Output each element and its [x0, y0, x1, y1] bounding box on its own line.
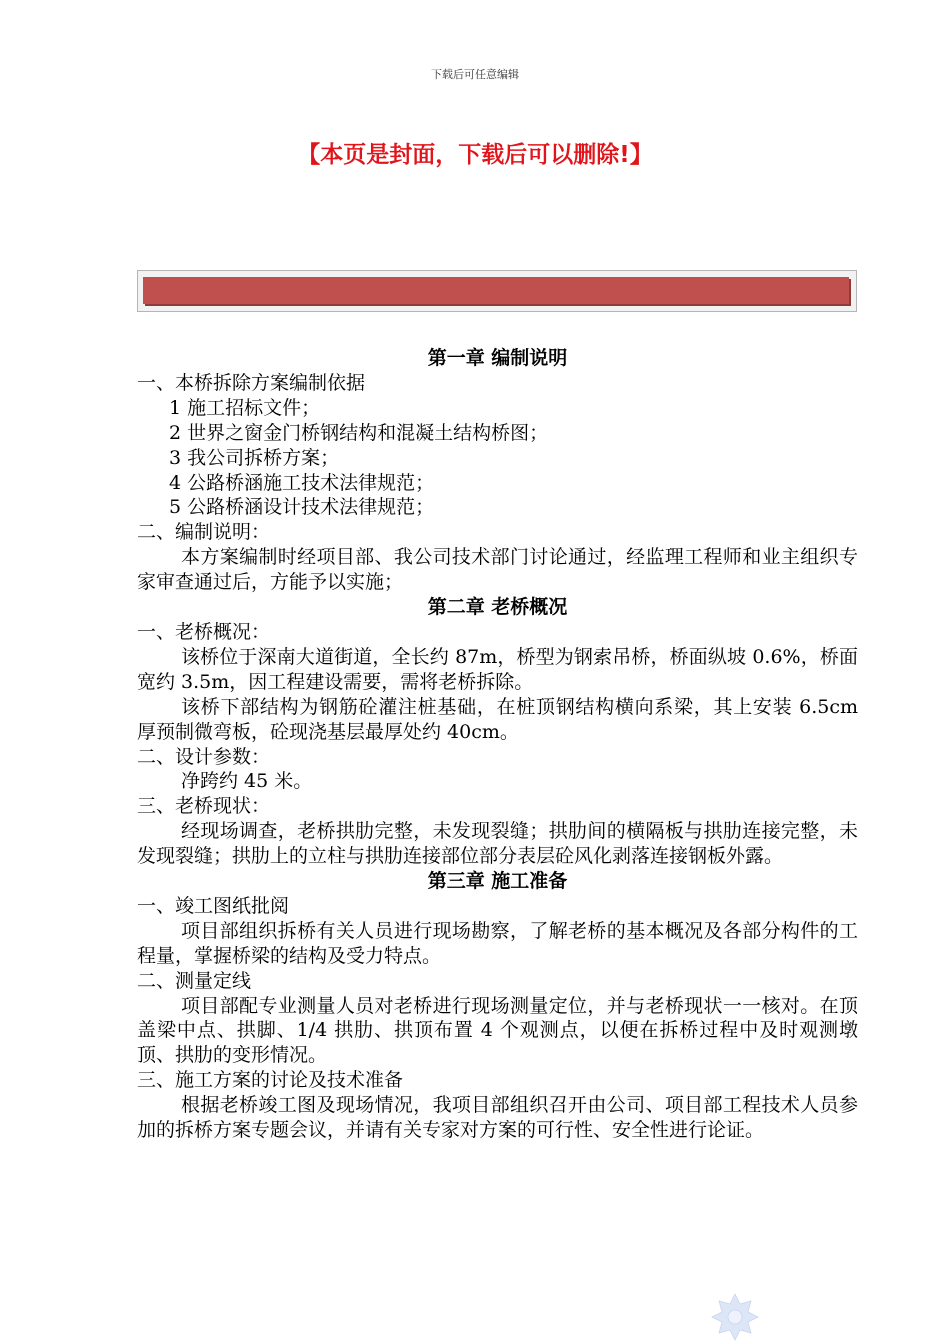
- paragraph: 净跨约 45 米。: [181, 770, 313, 793]
- paragraph: 经现场调查，老桥拱肋完整，未发现裂缝；拱肋间的横隔板与拱肋连接完整，未发现裂缝；拱肋上的立柱与拱肋连接部位部分表层砼风化剥落连接钢板外露。: [137, 820, 858, 868]
- list-item: 4 公路桥涵施工技术法律规范；: [169, 471, 435, 494]
- paragraph: 项目部配专业测量人员对老桥进行现场测量定位，并与老桥现状一一核对。在顶盖梁中点、拱脚、1/4 拱肋、拱顶布置 4 个观测点，以便在拆桥过程中及时观测墩顶、拱肋的变形情况。: [137, 994, 858, 1067]
- page-header: 下载后可任意编辑: [431, 68, 519, 81]
- document-body: [137, 346, 858, 1143]
- list-item: 1 施工招标文件；: [169, 396, 321, 419]
- paragraph: 该桥位于深南大道街道，全长约 87m，桥型为钢索吊桥，桥面纵坡 0.6%，桥面宽约 3.5m，因工程建设需要，需将老桥拆除。: [137, 645, 858, 693]
- paragraph: 根据老桥竣工图及现场情况，我项目部组织召开由公司、项目部工程技术人员参加的拆桥方案专题会议，并请有关专家对方案的可行性、安全性进行论证。: [137, 1094, 858, 1142]
- list-item: 5 公路桥涵设计技术法律规范；: [169, 496, 435, 519]
- section-heading: 三、老桥现状：: [137, 795, 271, 818]
- section-heading: 二、测量定线: [137, 969, 252, 992]
- section-heading: 一、老桥概况：: [137, 620, 271, 643]
- section-heading: 二、编制说明：: [137, 521, 271, 544]
- watermark-logo-icon: [708, 1290, 762, 1344]
- paragraph: 本方案编制时经项目部、我公司技术部门讨论通过，经监理工程师和业主组织专家审查通过后，方能予以实施；: [137, 546, 858, 594]
- section-heading: 一、竣工图纸批阅: [137, 894, 290, 917]
- section-heading: 三、施工方案的讨论及技术准备: [137, 1069, 404, 1092]
- banner-bar: [143, 277, 849, 304]
- chapter-title: 第二章 老桥概况: [427, 596, 568, 619]
- chapter-title: 第一章 编制说明: [427, 347, 568, 369]
- section-heading: 二、设计参数：: [137, 745, 271, 768]
- chapter-title: 第三章 施工准备: [427, 870, 568, 893]
- list-item: 3 我公司拆桥方案；: [169, 446, 340, 469]
- decorative-banner: [137, 270, 857, 312]
- section-heading: 一、本桥拆除方案编制依据: [137, 371, 366, 394]
- paragraph: 该桥下部结构为钢筋砼灌注桩基础，在桩顶钢结构横向系梁，其上安装 6.5cm 厚预制微弯板，砼现浇基层最厚处约 40cm。: [137, 695, 858, 743]
- paragraph: 项目部组织拆桥有关人员进行现场勘察，了解老桥的基本概况及各部分构件的工程量，掌握桥梁的结构及受力特点。: [137, 919, 858, 967]
- list-item: 2 世界之窗金门桥钢结构和混凝土结构桥图；: [169, 421, 549, 444]
- cover-notice: 【本页是封面，下载后可以删除!】: [297, 142, 653, 168]
